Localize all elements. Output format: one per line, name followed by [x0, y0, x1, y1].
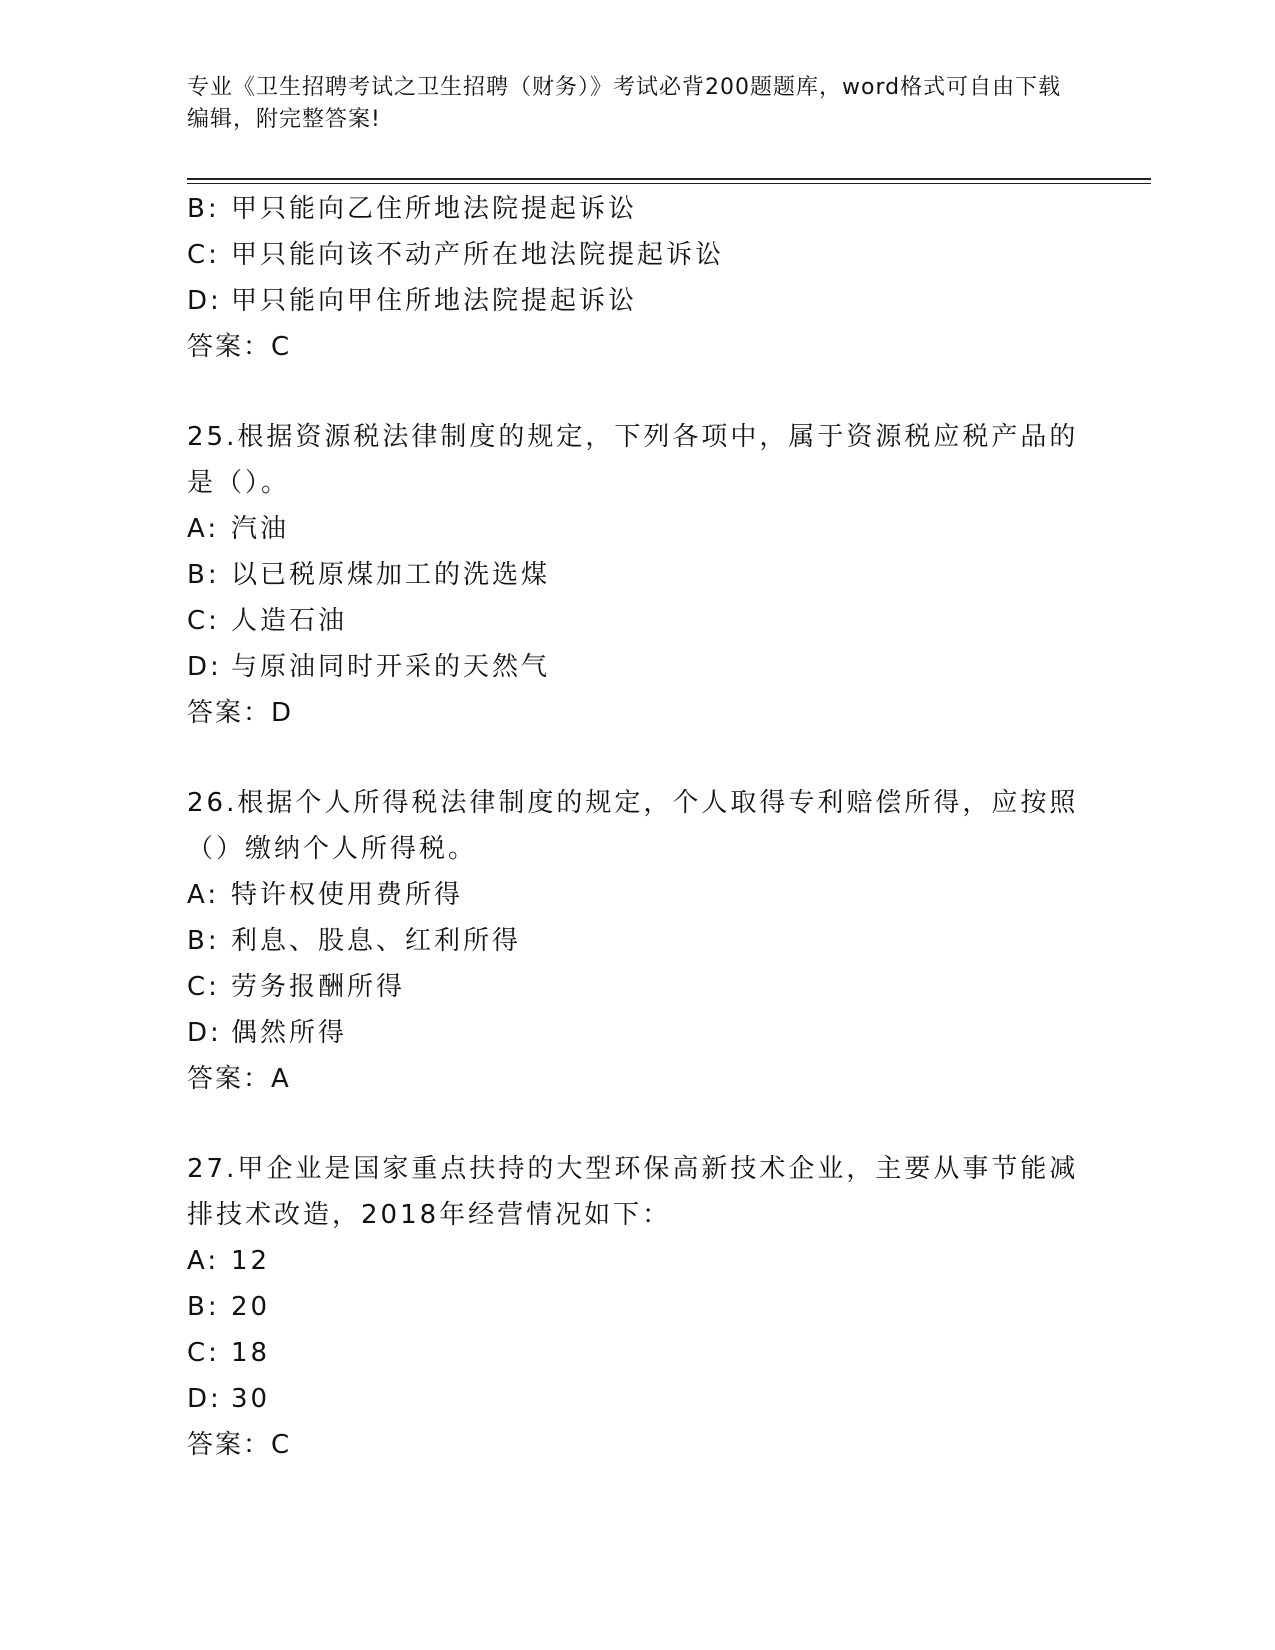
option-letter: C: — [187, 1338, 220, 1368]
option-row — [187, 1284, 1087, 1330]
option-row — [187, 964, 1087, 1010]
option-row — [187, 644, 1087, 690]
option-row — [187, 506, 1087, 552]
option-letter: A: — [187, 1246, 220, 1276]
spacer — [187, 1102, 1087, 1146]
option-row — [187, 1330, 1087, 1376]
option-row — [187, 186, 1087, 232]
option-text: 12 — [231, 1246, 271, 1276]
option-text: 18 — [231, 1338, 271, 1368]
option-letter: D: — [187, 652, 222, 682]
option-text: 甲只能向乙住所地法院提起诉讼 — [231, 194, 638, 224]
question-stem-line: 是（）。 — [187, 468, 291, 498]
document-header: 专业《卫生招聘考试之卫生招聘（财务）》考试必背200题题库，word格式可自由下载编辑，附完整答案! — [187, 75, 1062, 132]
option-text: 人造石油 — [231, 606, 348, 636]
option-text: 劳务报酬所得 — [231, 972, 406, 1002]
spacer — [187, 736, 1087, 780]
option-text: 甲只能向甲住所地法院提起诉讼 — [231, 286, 638, 316]
option-text: 30 — [231, 1384, 271, 1414]
option-text: 偶然所得 — [231, 1018, 348, 1048]
question-26 — [187, 780, 1087, 1102]
option-row — [187, 1376, 1087, 1422]
option-text: 20 — [231, 1292, 271, 1322]
answer-line: 答案：D — [187, 698, 294, 728]
option-text: 特许权使用费所得 — [231, 880, 464, 910]
question-stem-line: （）缴纳个人所得税。 — [187, 834, 478, 864]
option-letter: D: — [187, 286, 222, 316]
option-letter: D: — [187, 1018, 222, 1048]
option-row — [187, 552, 1087, 598]
spacer — [187, 370, 1087, 414]
option-letter: B: — [187, 1292, 220, 1322]
option-row — [187, 278, 1087, 324]
option-letter: D: — [187, 1384, 222, 1414]
option-row — [187, 598, 1087, 644]
question-stem-line: 排技术改造，2018年经营情况如下： — [187, 1200, 672, 1230]
question-stem-line: 25.根据资源税法律制度的规定，下列各项中，属于资源税应税产品的 — [187, 422, 1079, 452]
option-row — [187, 1010, 1087, 1056]
option-text: 甲只能向该不动产所在地法院提起诉讼 — [231, 240, 725, 270]
option-row — [187, 918, 1087, 964]
option-row — [187, 232, 1087, 278]
answer-line: 答案：C — [187, 1430, 292, 1460]
answer-line: 答案：A — [187, 1064, 291, 1094]
option-row — [187, 872, 1087, 918]
question-content — [187, 186, 1087, 1468]
option-letter: C: — [187, 972, 220, 1002]
option-row — [187, 1238, 1087, 1284]
option-letter: C: — [187, 606, 220, 636]
header-divider-thin — [187, 183, 1151, 184]
answer-line: 答案：C — [187, 332, 292, 362]
question-27 — [187, 1146, 1087, 1468]
option-letter: B: — [187, 560, 220, 590]
question-stem-line: 26.根据个人所得税法律制度的规定，个人取得专利赔偿所得，应按照 — [187, 788, 1079, 818]
option-text: 利息、股息、红利所得 — [231, 926, 522, 956]
option-text: 以已税原煤加工的洗选煤 — [231, 560, 551, 590]
header-divider-thick — [187, 178, 1151, 180]
question-25 — [187, 414, 1087, 736]
option-text: 汽油 — [231, 514, 290, 544]
option-letter: A: — [187, 514, 220, 544]
option-letter: B: — [187, 926, 220, 956]
option-letter: C: — [187, 240, 220, 270]
question-stem-line: 27.甲企业是国家重点扶持的大型环保高新技术企业，主要从事节能减 — [187, 1154, 1079, 1184]
option-letter: A: — [187, 880, 220, 910]
option-text: 与原油同时开采的天然气 — [231, 652, 551, 682]
option-letter: B: — [187, 194, 220, 224]
continued-question — [187, 186, 1087, 370]
